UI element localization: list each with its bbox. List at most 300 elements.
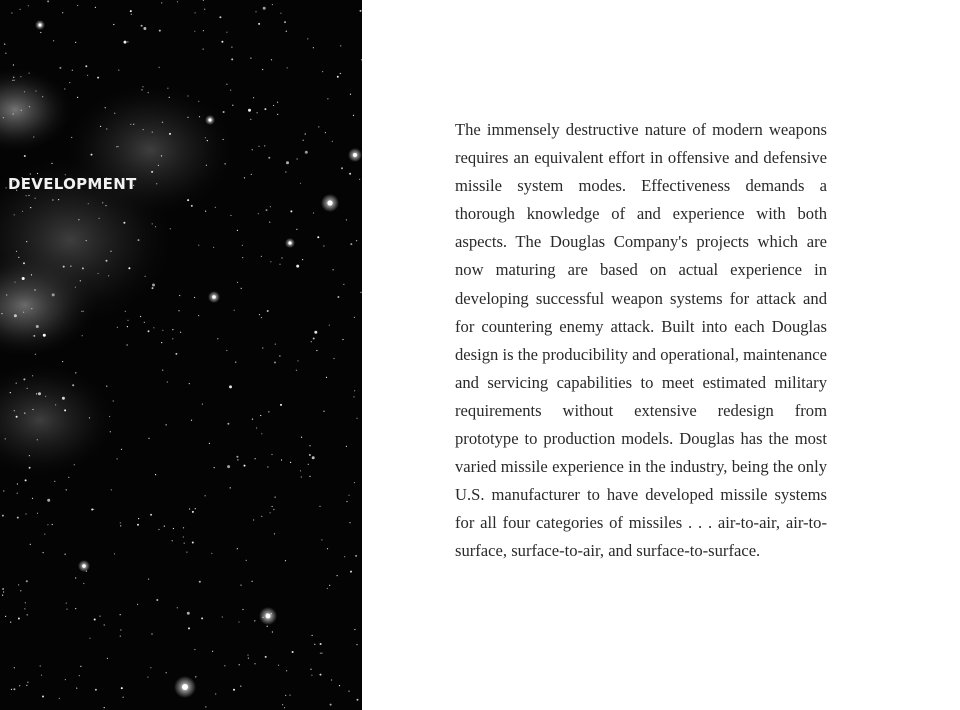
star: [359, 179, 360, 180]
star: [5, 616, 6, 617]
star: [205, 706, 206, 707]
star: [156, 599, 158, 601]
star: [75, 372, 76, 373]
star: [150, 667, 151, 668]
star: [23, 312, 24, 313]
star: [22, 277, 25, 280]
star: [33, 136, 34, 137]
nebula-cloud: [60, 80, 240, 220]
star: [313, 338, 315, 340]
star: [237, 230, 238, 231]
star: [272, 631, 273, 632]
star: [296, 265, 299, 268]
star: [6, 187, 7, 188]
star: [337, 575, 338, 576]
star: [80, 666, 81, 667]
star: [244, 177, 245, 178]
star: [280, 13, 281, 14]
star: [62, 12, 63, 13]
star: [282, 704, 283, 705]
star: [97, 77, 99, 79]
star: [321, 539, 322, 540]
star: [333, 269, 334, 270]
star: [187, 199, 189, 201]
star: [91, 154, 93, 156]
star: [82, 267, 84, 269]
star: [297, 360, 298, 361]
star: [191, 420, 192, 421]
star: [86, 240, 87, 241]
star: [166, 424, 167, 425]
star: [18, 584, 19, 585]
star: [333, 358, 334, 359]
star: [36, 393, 37, 394]
star: [313, 212, 314, 213]
star: [254, 663, 255, 664]
star: [309, 476, 310, 477]
star: [25, 602, 26, 603]
star: [309, 445, 310, 446]
star: [275, 344, 276, 345]
star: [242, 609, 243, 610]
star: [339, 685, 340, 686]
star: [2, 588, 4, 590]
star: [209, 443, 210, 444]
star: [20, 9, 21, 10]
star: [32, 409, 33, 410]
star: [54, 481, 55, 482]
star: [16, 416, 18, 418]
star: [161, 342, 162, 343]
star: [87, 75, 88, 76]
body-paragraph: The immensely destructive nature of modern weapons requires an equivalent effort in offensive and defensive missile system modes. Effectiveness demands a thorough knowledge of and experience with both aspects. The Douglas Company's projects which are now maturing are based on actual experience in developing successful weapon systems for attack and for countering enemy attack. Built into each Douglas design is the producibility and operational, maintenance and servicing capabilities to meet estimated military requirements without extensive redesign from prototype to production models. Douglas has the most varied missile experience in the industry, being the only U.S. manufacturer to have developed missile systems for all four categories of missiles . . . air-to-air, air-to-surface, surface-to-air, and surface-to-surface.: [455, 120, 827, 561]
star: [91, 509, 93, 511]
star: [203, 30, 204, 31]
star: [203, 49, 204, 50]
star: [64, 409, 66, 411]
star: [258, 23, 260, 25]
star: [40, 32, 41, 33]
star: [246, 560, 247, 561]
star: [278, 665, 279, 666]
star: [150, 514, 152, 516]
star: [189, 508, 190, 509]
star: [98, 273, 99, 274]
star: [95, 689, 97, 691]
star: [173, 528, 174, 529]
star: [27, 388, 28, 389]
star: [271, 454, 272, 455]
star: [66, 603, 67, 604]
star: [235, 362, 236, 363]
starfield-image: [0, 0, 362, 710]
star: [277, 114, 278, 115]
star: [195, 12, 196, 13]
star: [18, 618, 20, 620]
star: [4, 44, 5, 45]
star: [343, 284, 344, 285]
star: [120, 636, 121, 637]
star: [342, 339, 343, 340]
star: [36, 325, 39, 328]
star: [252, 419, 253, 420]
star: [170, 228, 171, 229]
star: [65, 679, 66, 680]
star: [305, 133, 306, 134]
star: [120, 629, 121, 630]
star: [281, 257, 282, 258]
star: [239, 664, 240, 665]
star: [279, 264, 280, 265]
star: [13, 77, 14, 78]
star: [114, 553, 115, 554]
star: [261, 317, 262, 318]
star: [148, 579, 149, 580]
star: [267, 310, 269, 312]
star: [16, 251, 17, 252]
star: [77, 5, 78, 6]
star: [5, 53, 6, 54]
star: [250, 58, 251, 59]
star: [188, 627, 190, 629]
star: [226, 350, 227, 351]
star: [47, 0, 49, 2]
star: [257, 112, 258, 113]
star: [158, 529, 159, 530]
star: [205, 137, 206, 138]
star: [265, 656, 267, 658]
star: [21, 110, 22, 111]
star: [346, 501, 347, 502]
star: [71, 137, 72, 138]
star: [213, 247, 214, 248]
star: [206, 165, 207, 166]
star: [183, 527, 184, 528]
star: [326, 377, 327, 378]
star: [88, 203, 89, 204]
star: [24, 608, 25, 609]
star: [223, 139, 224, 140]
star: [266, 209, 268, 211]
star: [24, 413, 25, 414]
star: [268, 157, 270, 159]
star: [66, 489, 67, 490]
section-title: DEVELOPMENT: [8, 175, 137, 193]
star: [349, 522, 350, 523]
star: [32, 375, 33, 376]
star: [179, 295, 180, 296]
star: [62, 361, 63, 362]
star: [320, 674, 322, 676]
star: [274, 533, 275, 534]
star: [261, 433, 262, 434]
star: [344, 556, 345, 557]
star: [31, 308, 32, 309]
star: [143, 129, 144, 130]
star: [229, 385, 232, 388]
star: [329, 325, 330, 326]
star: [186, 552, 187, 553]
star: [258, 146, 259, 147]
star: [14, 214, 15, 215]
star: [118, 70, 119, 71]
star: [124, 41, 127, 44]
star: [69, 82, 70, 83]
star: [26, 195, 27, 196]
star: [258, 213, 259, 214]
star: [240, 585, 241, 586]
star: [130, 124, 131, 125]
star: [256, 427, 257, 428]
star: [66, 609, 67, 610]
star: [81, 311, 82, 312]
star: [215, 693, 216, 694]
star: [127, 41, 128, 42]
star: [3, 591, 4, 592]
star: [113, 400, 114, 401]
star: [195, 676, 196, 677]
star: [237, 548, 238, 549]
star: [162, 122, 163, 123]
star: [270, 512, 271, 513]
star: [289, 695, 290, 696]
star: [29, 106, 30, 107]
star: [281, 459, 282, 460]
star: [32, 498, 33, 499]
star: [312, 456, 315, 459]
star: [234, 310, 235, 311]
star: [353, 396, 354, 397]
star: [349, 173, 351, 175]
star: [205, 495, 206, 496]
star: [107, 658, 108, 659]
star: [141, 25, 143, 27]
star: [127, 344, 128, 345]
star: [300, 183, 301, 184]
star: [13, 688, 15, 690]
star: [52, 199, 53, 200]
star: [277, 102, 278, 103]
star: [223, 111, 225, 113]
star: [253, 519, 254, 520]
star: [329, 585, 330, 586]
star: [100, 126, 101, 127]
star: [117, 146, 118, 147]
star: [42, 696, 44, 698]
star: [271, 59, 272, 60]
star: [254, 620, 255, 621]
star: [75, 287, 76, 288]
star: [261, 516, 262, 517]
star: [42, 96, 43, 97]
star: [318, 126, 319, 127]
star: [1, 313, 2, 314]
star: [10, 392, 11, 393]
star: [172, 540, 173, 541]
star: [26, 685, 27, 686]
star: [2, 595, 3, 596]
star: [300, 470, 301, 471]
star: [207, 140, 208, 141]
star: [53, 40, 54, 41]
star: [247, 655, 248, 656]
star: [99, 616, 100, 617]
star: [128, 267, 130, 269]
star: [284, 707, 285, 708]
star: [346, 446, 347, 447]
star: [109, 416, 110, 417]
star: [194, 31, 195, 32]
star: [317, 236, 319, 238]
star: [172, 329, 173, 330]
star: [47, 499, 50, 502]
star: [322, 71, 323, 72]
star: [285, 171, 286, 172]
star: [169, 97, 170, 98]
star: [125, 311, 126, 312]
star: [296, 229, 297, 230]
star: [233, 689, 235, 691]
star: [217, 338, 218, 339]
star: [29, 73, 30, 74]
star: [166, 672, 167, 673]
star: [237, 282, 238, 283]
star: [28, 5, 29, 6]
star: [230, 487, 231, 488]
star: [286, 161, 289, 164]
star: [14, 282, 15, 283]
star: [227, 423, 229, 425]
star: [29, 455, 30, 456]
star: [20, 590, 21, 591]
star: [114, 113, 115, 114]
star: [183, 536, 184, 537]
star: [44, 534, 45, 535]
star: [198, 315, 199, 316]
star: [164, 526, 165, 527]
star: [272, 4, 273, 5]
star: [296, 370, 297, 371]
star: [151, 633, 152, 634]
star: [151, 171, 153, 173]
star: [270, 261, 271, 262]
star: [192, 542, 194, 544]
star: [161, 2, 162, 3]
star: [14, 314, 17, 317]
star: [29, 467, 31, 469]
star: [83, 583, 84, 584]
star: [175, 353, 177, 355]
star: [178, 310, 179, 311]
star: [237, 459, 238, 460]
star: [203, 0, 204, 1]
star: [227, 465, 230, 468]
star: [85, 65, 87, 67]
star: [14, 667, 15, 668]
star: [270, 206, 271, 207]
star: [327, 548, 328, 549]
star: [287, 67, 288, 68]
star: [105, 205, 106, 206]
star: [307, 38, 308, 39]
star: [264, 145, 265, 146]
star: [238, 621, 239, 622]
star: [252, 149, 253, 150]
star: [311, 675, 312, 676]
star: [274, 362, 276, 364]
star: [285, 695, 286, 696]
text-page: [362, 0, 960, 710]
star: [106, 386, 107, 387]
star: [25, 513, 26, 514]
star: [72, 384, 74, 386]
star: [95, 7, 96, 8]
star: [121, 687, 123, 689]
star: [320, 653, 321, 654]
star: [251, 174, 252, 175]
star: [43, 552, 44, 553]
star: [99, 218, 100, 219]
star: [356, 240, 357, 241]
star: [79, 675, 80, 676]
star: [89, 638, 90, 639]
star: [357, 699, 359, 701]
star: [31, 274, 32, 275]
star: [76, 688, 77, 689]
star: [267, 626, 268, 627]
star: [194, 649, 195, 650]
star: [37, 513, 38, 514]
star: [155, 226, 156, 227]
star: [110, 251, 111, 252]
star: [184, 543, 185, 544]
star: [117, 327, 118, 328]
star: [279, 355, 280, 356]
star: [17, 483, 18, 484]
star: [177, 607, 178, 608]
star: [159, 30, 161, 32]
star: [22, 211, 23, 212]
star: [327, 588, 328, 589]
star: [13, 113, 14, 114]
star: [187, 95, 188, 96]
star: [143, 27, 146, 30]
star: [212, 651, 213, 652]
star: [252, 581, 253, 582]
star: [93, 509, 94, 510]
star: [14, 410, 15, 411]
star: [120, 522, 121, 523]
star: [354, 629, 355, 630]
star: [290, 210, 292, 212]
star: [230, 90, 231, 91]
star: [319, 506, 320, 507]
star: [82, 335, 83, 336]
star: [340, 45, 341, 46]
star: [272, 506, 273, 507]
star: [94, 619, 96, 621]
star: [159, 67, 160, 68]
star: [37, 439, 38, 440]
star: [262, 69, 263, 70]
star: [2, 515, 4, 517]
star: [89, 417, 90, 418]
star: [214, 467, 215, 468]
star: [142, 86, 143, 87]
star: [120, 525, 121, 526]
star: [286, 31, 287, 32]
star: [225, 163, 226, 164]
